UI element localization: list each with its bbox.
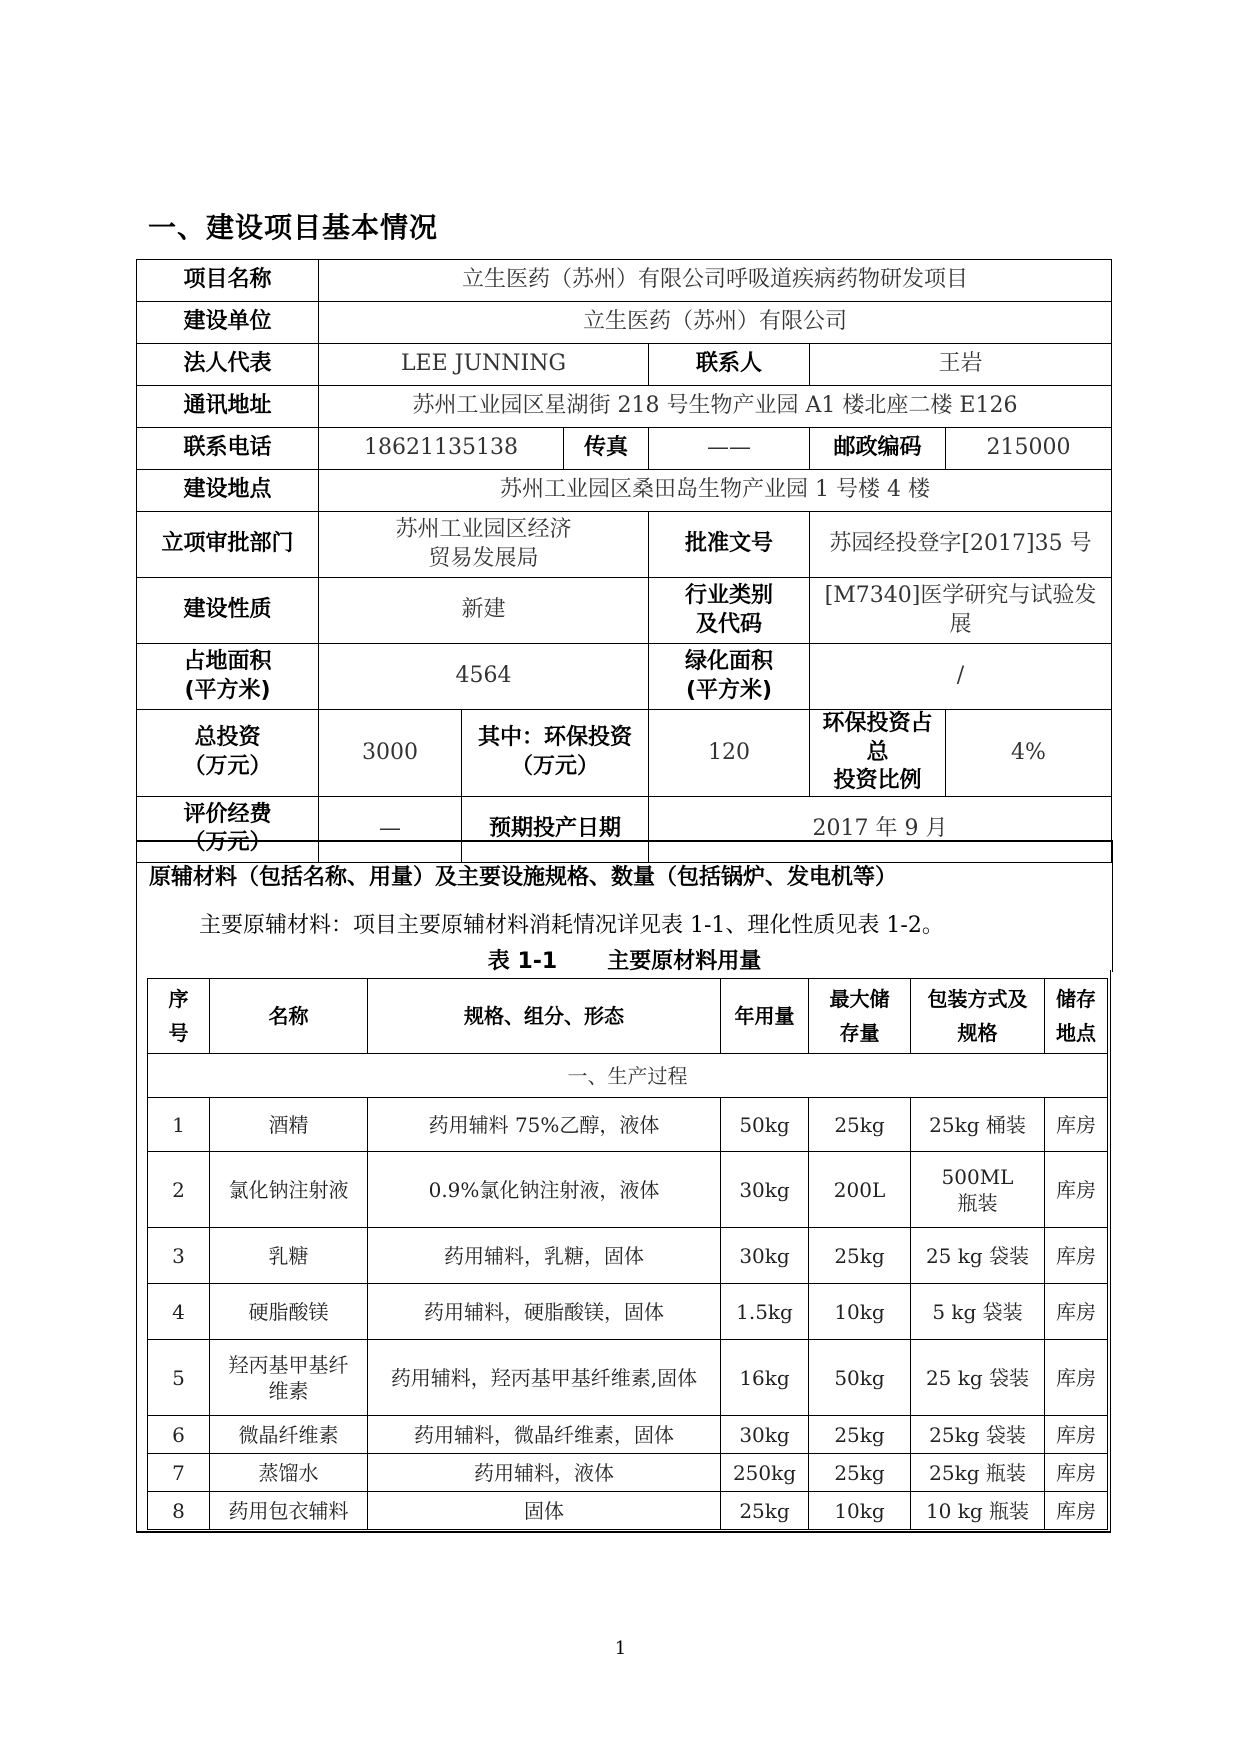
cell-max: 200L [809, 1152, 911, 1228]
cell-pack: 25 kg 袋装 [911, 1228, 1045, 1284]
materials-table [147, 978, 1108, 1530]
cell-name: 酒精 [210, 1098, 368, 1152]
cell-max: 25kg [809, 1454, 911, 1492]
cell-pack: 25kg 瓶装 [911, 1454, 1045, 1492]
row-legal-rep [137, 344, 1112, 386]
header-store-line2: 地点 [1056, 1021, 1096, 1045]
cell-pack: 25 kg 袋装 [911, 1340, 1045, 1416]
area-value: 4564 [319, 644, 649, 710]
group-row [148, 1054, 1108, 1098]
row-phone [137, 428, 1112, 470]
cell-annual: 250kg [721, 1454, 809, 1492]
row-nature [137, 578, 1112, 644]
env-ratio-label-line1: 环保投资占总 [822, 711, 933, 765]
cell-name: 羟丙基甲基纤维素 [210, 1340, 368, 1416]
industry-label [649, 578, 810, 644]
cell-pack: 500ML 瓶装 [911, 1152, 1045, 1228]
green-label-line1: 绿化面积 [684, 648, 773, 674]
basic-info-table [136, 259, 1112, 863]
materials-intro: 主要原辅材料：项目主要原辅材料消耗情况详见表 1-1、理化性质见表 1-2。 [199, 913, 944, 938]
cell-annual: 30kg [721, 1228, 809, 1284]
cell-store: 库房 [1045, 1416, 1108, 1454]
cell-store: 库房 [1045, 1492, 1108, 1530]
cell-name: 乳糖 [210, 1228, 368, 1284]
table-title: 主要原材料用量 [607, 949, 762, 974]
table-row [148, 1416, 1108, 1454]
project-name-value: 立生医药（苏州）有限公司呼吸道疾病药物研发项目 [319, 260, 1112, 302]
table-row [148, 1228, 1108, 1284]
cell-spec: 药用辅料，羟丙基甲基纤维素,固体 [368, 1340, 721, 1416]
cell-no: 2 [148, 1152, 210, 1228]
legal-rep-label: 法人代表 [137, 344, 319, 386]
cell-store: 库房 [1045, 1340, 1108, 1416]
row-area [137, 644, 1112, 710]
env-invest-value: 120 [649, 710, 810, 797]
header-max [809, 979, 911, 1054]
approval-dept-line1: 苏州工业园区经济 [395, 516, 572, 542]
cell-max: 10kg [809, 1492, 911, 1530]
approval-no-value: 苏园经投登字[2017]35 号 [810, 512, 1112, 578]
header-no-line2: 号 [168, 1021, 189, 1045]
eval-fee-label-line1: 评价经费 [183, 801, 272, 827]
invest-label-line2: （万元） [183, 753, 272, 779]
project-name-label: 项目名称 [137, 260, 319, 302]
env-ratio-value: 4% [946, 710, 1112, 797]
cell-pack: 5 kg 袋装 [911, 1284, 1045, 1340]
cell-store: 库房 [1045, 1284, 1108, 1340]
eval-fee-value: — [319, 796, 462, 862]
cell-spec: 药用辅料，液体 [368, 1454, 721, 1492]
green-label-line2: (平方米) [685, 677, 773, 703]
header-no-line1: 序 [168, 987, 189, 1011]
table-number: 表 1-1 [487, 949, 558, 974]
table-row [148, 1454, 1108, 1492]
area-label-line1: 占地面积 [183, 648, 272, 674]
row-approval [137, 512, 1112, 578]
industry-line2: 展 [949, 611, 972, 637]
nature-value: 新建 [319, 578, 649, 644]
cell-spec: 药用辅料，微晶纤维素，固体 [368, 1416, 721, 1454]
cell-pack: 25kg 袋装 [911, 1416, 1045, 1454]
header-pack [911, 979, 1045, 1054]
invest-value: 3000 [319, 710, 462, 797]
cell-annual: 16kg [721, 1340, 809, 1416]
row-builder [137, 302, 1112, 344]
table-row [148, 1284, 1108, 1340]
cell-annual: 1.5kg [721, 1284, 809, 1340]
cell-store: 库房 [1045, 1228, 1108, 1284]
cell-annual: 50kg [721, 1098, 809, 1152]
table-row [148, 1340, 1108, 1416]
cell-store: 库房 [1045, 1098, 1108, 1152]
legal-rep-value: LEE JUNNING [319, 344, 649, 386]
cell-store: 库房 [1045, 1152, 1108, 1228]
phone-label: 联系电话 [137, 428, 319, 470]
page-number: 1 [614, 1638, 627, 1659]
env-invest-label [462, 710, 649, 797]
header-spec: 规格、组分、形态 [368, 979, 721, 1054]
approval-dept-value [319, 512, 649, 578]
area-label [137, 644, 319, 710]
nature-label: 建设性质 [137, 578, 319, 644]
builder-value: 立生医药（苏州）有限公司 [319, 302, 1112, 344]
cell-annual: 30kg [721, 1416, 809, 1454]
cell-max: 25kg [809, 1416, 911, 1454]
green-label [649, 644, 810, 710]
env-ratio-label [810, 710, 946, 797]
cell-name: 药用包衣辅料 [210, 1492, 368, 1530]
header-pack-line2: 规格 [957, 1021, 998, 1045]
cell-pack: 10 kg 瓶装 [911, 1492, 1045, 1530]
cell-pack: 25kg 桶装 [911, 1098, 1045, 1152]
env-ratio-label-line2: 投资比例 [833, 768, 922, 794]
cell-max: 50kg [809, 1340, 911, 1416]
address-label: 通讯地址 [137, 386, 319, 428]
group-title: 一、生产过程 [148, 1054, 1108, 1098]
site-label: 建设地点 [137, 470, 319, 512]
cell-name: 蒸馏水 [210, 1454, 368, 1492]
cell-annual: 25kg [721, 1492, 809, 1530]
materials-section [136, 840, 1113, 972]
postcode-label: 邮政编码 [810, 428, 946, 470]
cell-no: 1 [148, 1098, 210, 1152]
contact-value: 王岩 [810, 344, 1112, 386]
start-date-value: 2017 年 9 月 [649, 796, 1112, 862]
industry-label-line1: 行业类别 [684, 582, 773, 608]
table-row [148, 1098, 1108, 1152]
row-address [137, 386, 1112, 428]
cell-no: 7 [148, 1454, 210, 1492]
header-name: 名称 [210, 979, 368, 1054]
approval-dept-label: 立项审批部门 [137, 512, 319, 578]
cell-no: 5 [148, 1340, 210, 1416]
cell-store: 库房 [1045, 1454, 1108, 1492]
env-invest-label-line2: （万元） [510, 753, 599, 779]
row-project-name [137, 260, 1112, 302]
materials-section-title: 原辅材料（包括名称、用量）及主要设施规格、数量（包括锅炉、发电机等） [149, 865, 898, 890]
address-value: 苏州工业园区星湖街 218 号生物产业园 A1 楼北座二楼 E126 [319, 386, 1112, 428]
cell-spec: 药用辅料，硬脂酸镁，固体 [368, 1284, 721, 1340]
cell-no: 4 [148, 1284, 210, 1340]
row-site [137, 470, 1112, 512]
cell-max: 10kg [809, 1284, 911, 1340]
cell-max: 25kg [809, 1098, 911, 1152]
fax-label: 传真 [564, 428, 649, 470]
env-invest-label-line1: 其中：环保投资 [477, 725, 632, 751]
start-date-label: 预期投产日期 [462, 796, 649, 862]
fax-value: —— [649, 428, 810, 470]
cell-no: 8 [148, 1492, 210, 1530]
cell-spec: 0.9%氯化钠注射液，液体 [368, 1152, 721, 1228]
header-no [148, 979, 210, 1054]
invest-label [137, 710, 319, 797]
header-store [1045, 979, 1108, 1054]
site-value: 苏州工业园区桑田岛生物产业园 1 号楼 4 楼 [319, 470, 1112, 512]
green-value: / [810, 644, 1112, 710]
builder-label: 建设单位 [137, 302, 319, 344]
eval-fee-label-line2: （万元） [183, 830, 272, 856]
contact-label: 联系人 [649, 344, 810, 386]
header-max-line1: 最大储 [829, 987, 890, 1011]
section-heading: 一、建设项目基本情况 [148, 211, 439, 244]
approval-no-label: 批准文号 [649, 512, 810, 578]
cell-spec: 药用辅料，乳糖，固体 [368, 1228, 721, 1284]
table-header-row [148, 979, 1108, 1054]
postcode-value: 215000 [946, 428, 1112, 470]
cell-name: 氯化钠注射液 [210, 1152, 368, 1228]
area-label-line2: (平方米) [184, 677, 271, 703]
table-row [148, 1492, 1108, 1530]
table-row [148, 1152, 1108, 1228]
invest-label-line1: 总投资 [194, 725, 261, 751]
header-annual: 年用量 [721, 979, 809, 1054]
phone-value: 18621135138 [319, 428, 564, 470]
header-max-line2: 存量 [839, 1021, 880, 1045]
industry-label-line2: 及代码 [695, 611, 762, 637]
cell-no: 3 [148, 1228, 210, 1284]
header-pack-line1: 包装方式及 [927, 987, 1028, 1011]
cell-spec: 药用辅料 75%乙醇，液体 [368, 1098, 721, 1152]
industry-line1: [M7340]医学研究与试验发 [824, 582, 1097, 608]
cell-no: 6 [148, 1416, 210, 1454]
header-store-line1: 储存 [1056, 987, 1096, 1011]
cell-max: 25kg [809, 1228, 911, 1284]
cell-annual: 30kg [721, 1152, 809, 1228]
industry-value [810, 578, 1112, 644]
approval-dept-line2: 贸易发展局 [428, 545, 539, 571]
cell-name: 微晶纤维素 [210, 1416, 368, 1454]
cell-spec: 固体 [368, 1492, 721, 1530]
cell-name: 硬脂酸镁 [210, 1284, 368, 1340]
row-investment [137, 710, 1112, 797]
